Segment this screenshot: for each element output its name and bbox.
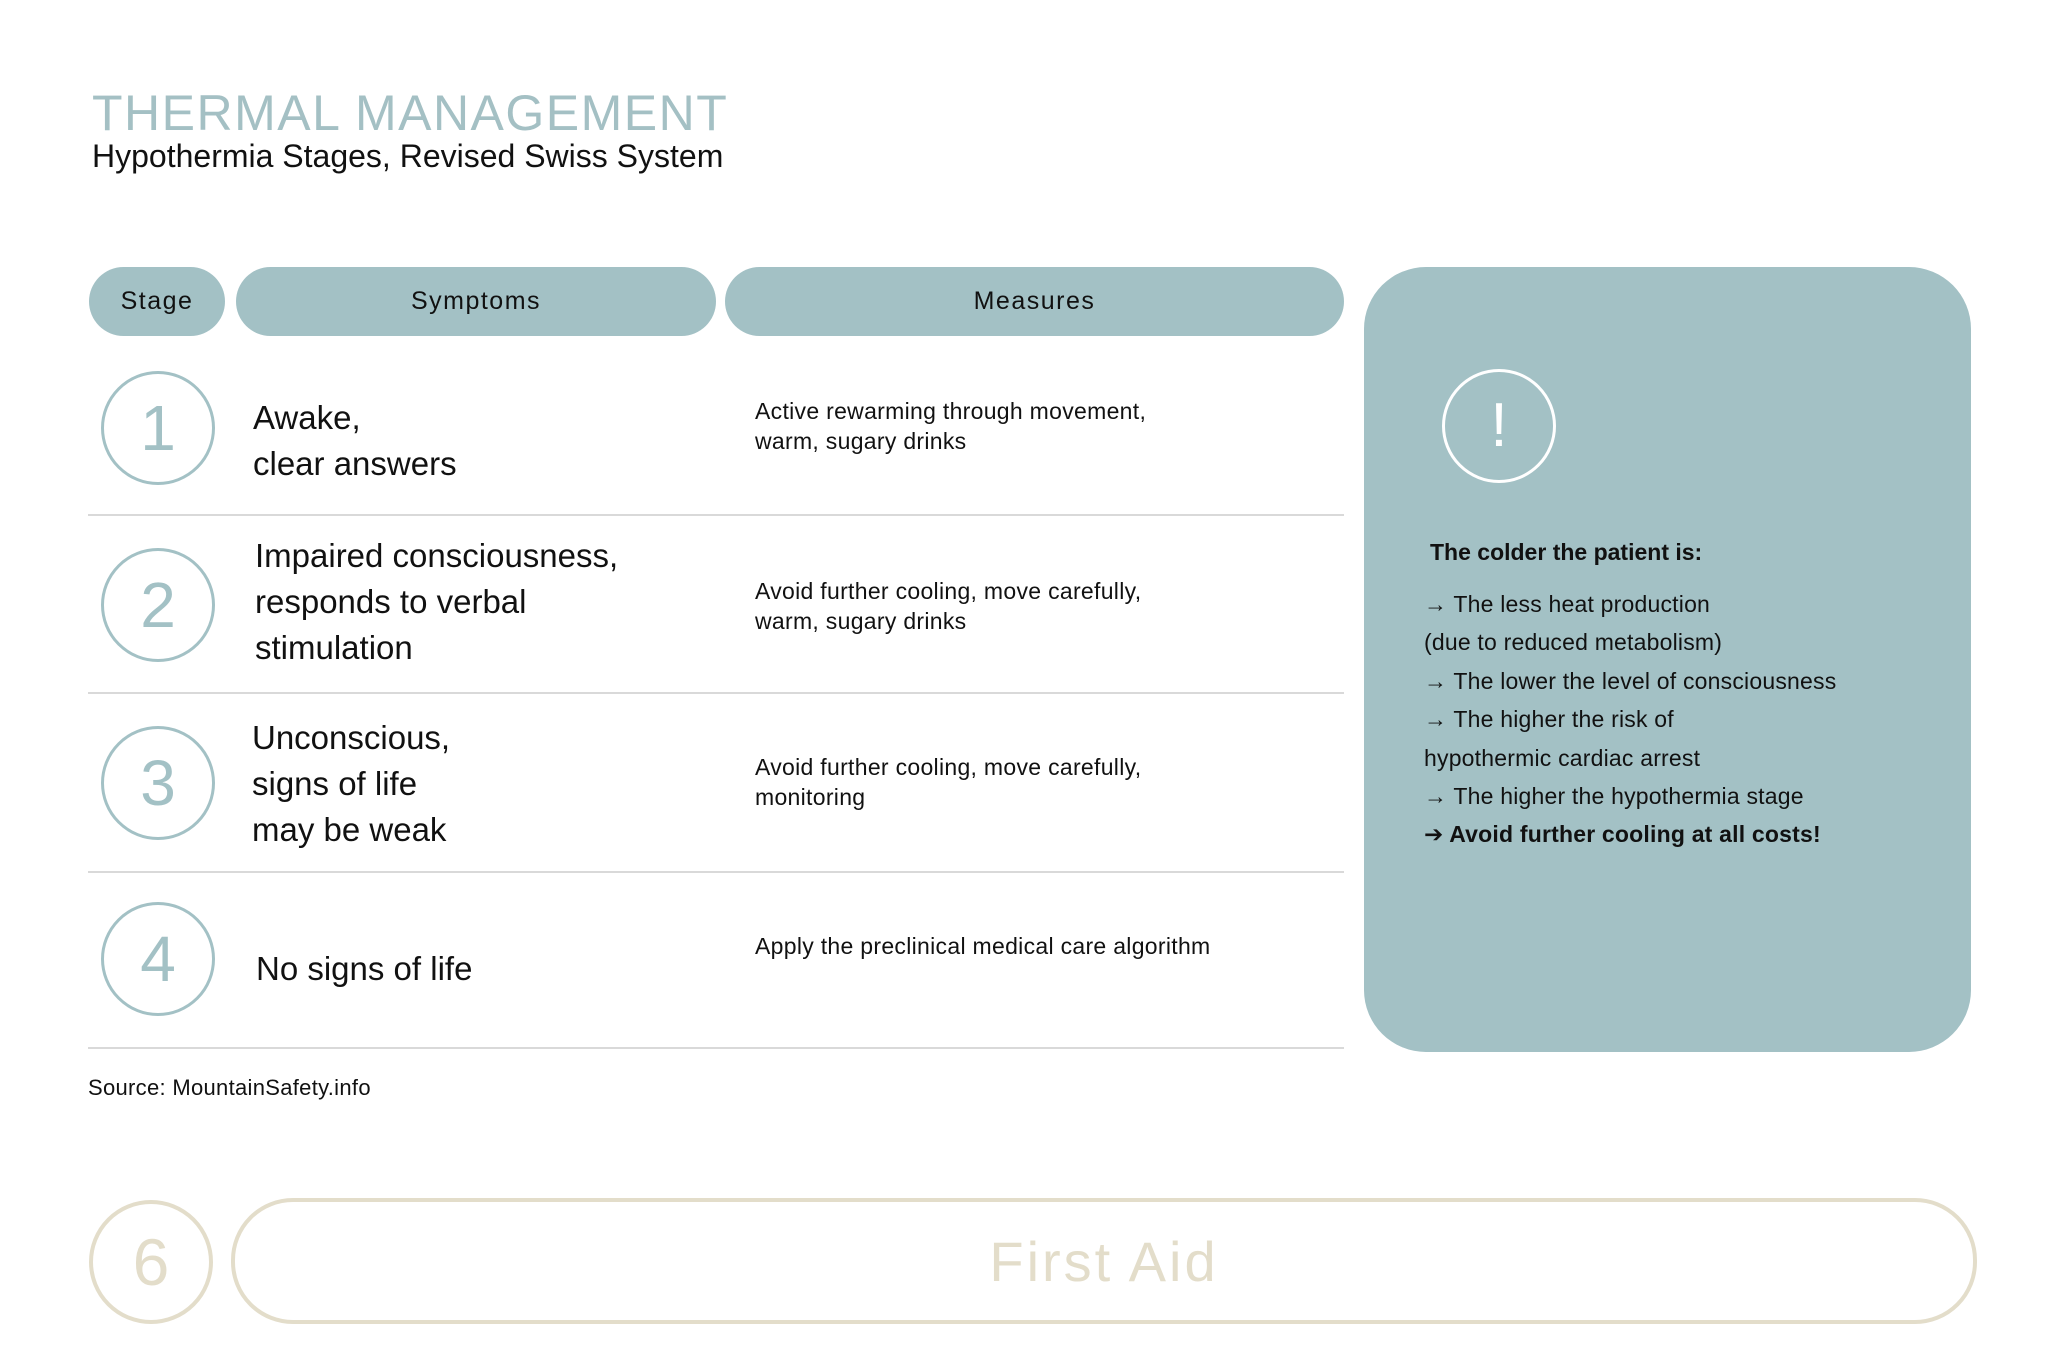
emphasis-item: ➔ Avoid further cooling at all costs! — [1424, 821, 1821, 848]
page-subtitle: Hypothermia Stages, Revised Swiss System — [92, 138, 724, 174]
chapter-title: First Aid — [231, 1198, 1977, 1324]
measure-text: Avoid further cooling, move carefully, monitoring — [755, 754, 1142, 810]
list-item: → The higher the risk of — [1424, 706, 1674, 733]
stage-number-circle: 3 — [101, 726, 215, 840]
row-divider — [88, 1047, 1344, 1049]
info-panel-heading: The colder the patient is: — [1430, 539, 1703, 565]
list-item: → The less heat production — [1424, 591, 1711, 617]
list-item: → The higher the hypothermia stage — [1424, 783, 1804, 810]
column-header-measures: Measures — [725, 267, 1344, 336]
list-item: hypothermic cardiac arrest — [1424, 744, 1701, 771]
info-panel-list — [1424, 585, 1836, 854]
row-divider — [88, 871, 1344, 873]
page-title: THERMAL MANAGEMENT — [92, 85, 729, 141]
measure-text: Avoid further cooling, move carefully, warm, sugary drinks — [755, 578, 1142, 634]
symptom-text: Awake, clear answers — [253, 399, 457, 482]
column-header-symptoms: Symptoms — [236, 267, 716, 336]
exclamation-icon: ! — [1442, 369, 1556, 483]
list-item: (due to reduced metabolism) — [1424, 629, 1723, 656]
source-note: Source: MountainSafety.info — [88, 1075, 371, 1100]
measure-text: Apply the preclinical medical care algorithm — [755, 933, 1211, 959]
row-divider — [88, 514, 1344, 516]
symptom-text: Unconscious, signs of life may be weak — [252, 719, 451, 848]
column-header-stage: Stage — [89, 267, 225, 336]
list-item: → The lower the level of consciousness — [1424, 667, 1837, 694]
info-panel — [1364, 267, 1971, 1052]
stage-number-circle: 4 — [101, 902, 215, 1016]
symptom-text: Impaired consciousness, responds to verbal stimulation — [255, 537, 619, 666]
stage-number-circle: 1 — [101, 371, 215, 485]
chapter-number: 6 — [89, 1200, 213, 1324]
row-divider — [88, 692, 1344, 694]
stage-number-circle: 2 — [101, 548, 215, 662]
measure-text: Active rewarming through movement, warm, sugary drinks — [755, 398, 1147, 454]
symptom-text: No signs of life — [256, 950, 473, 987]
